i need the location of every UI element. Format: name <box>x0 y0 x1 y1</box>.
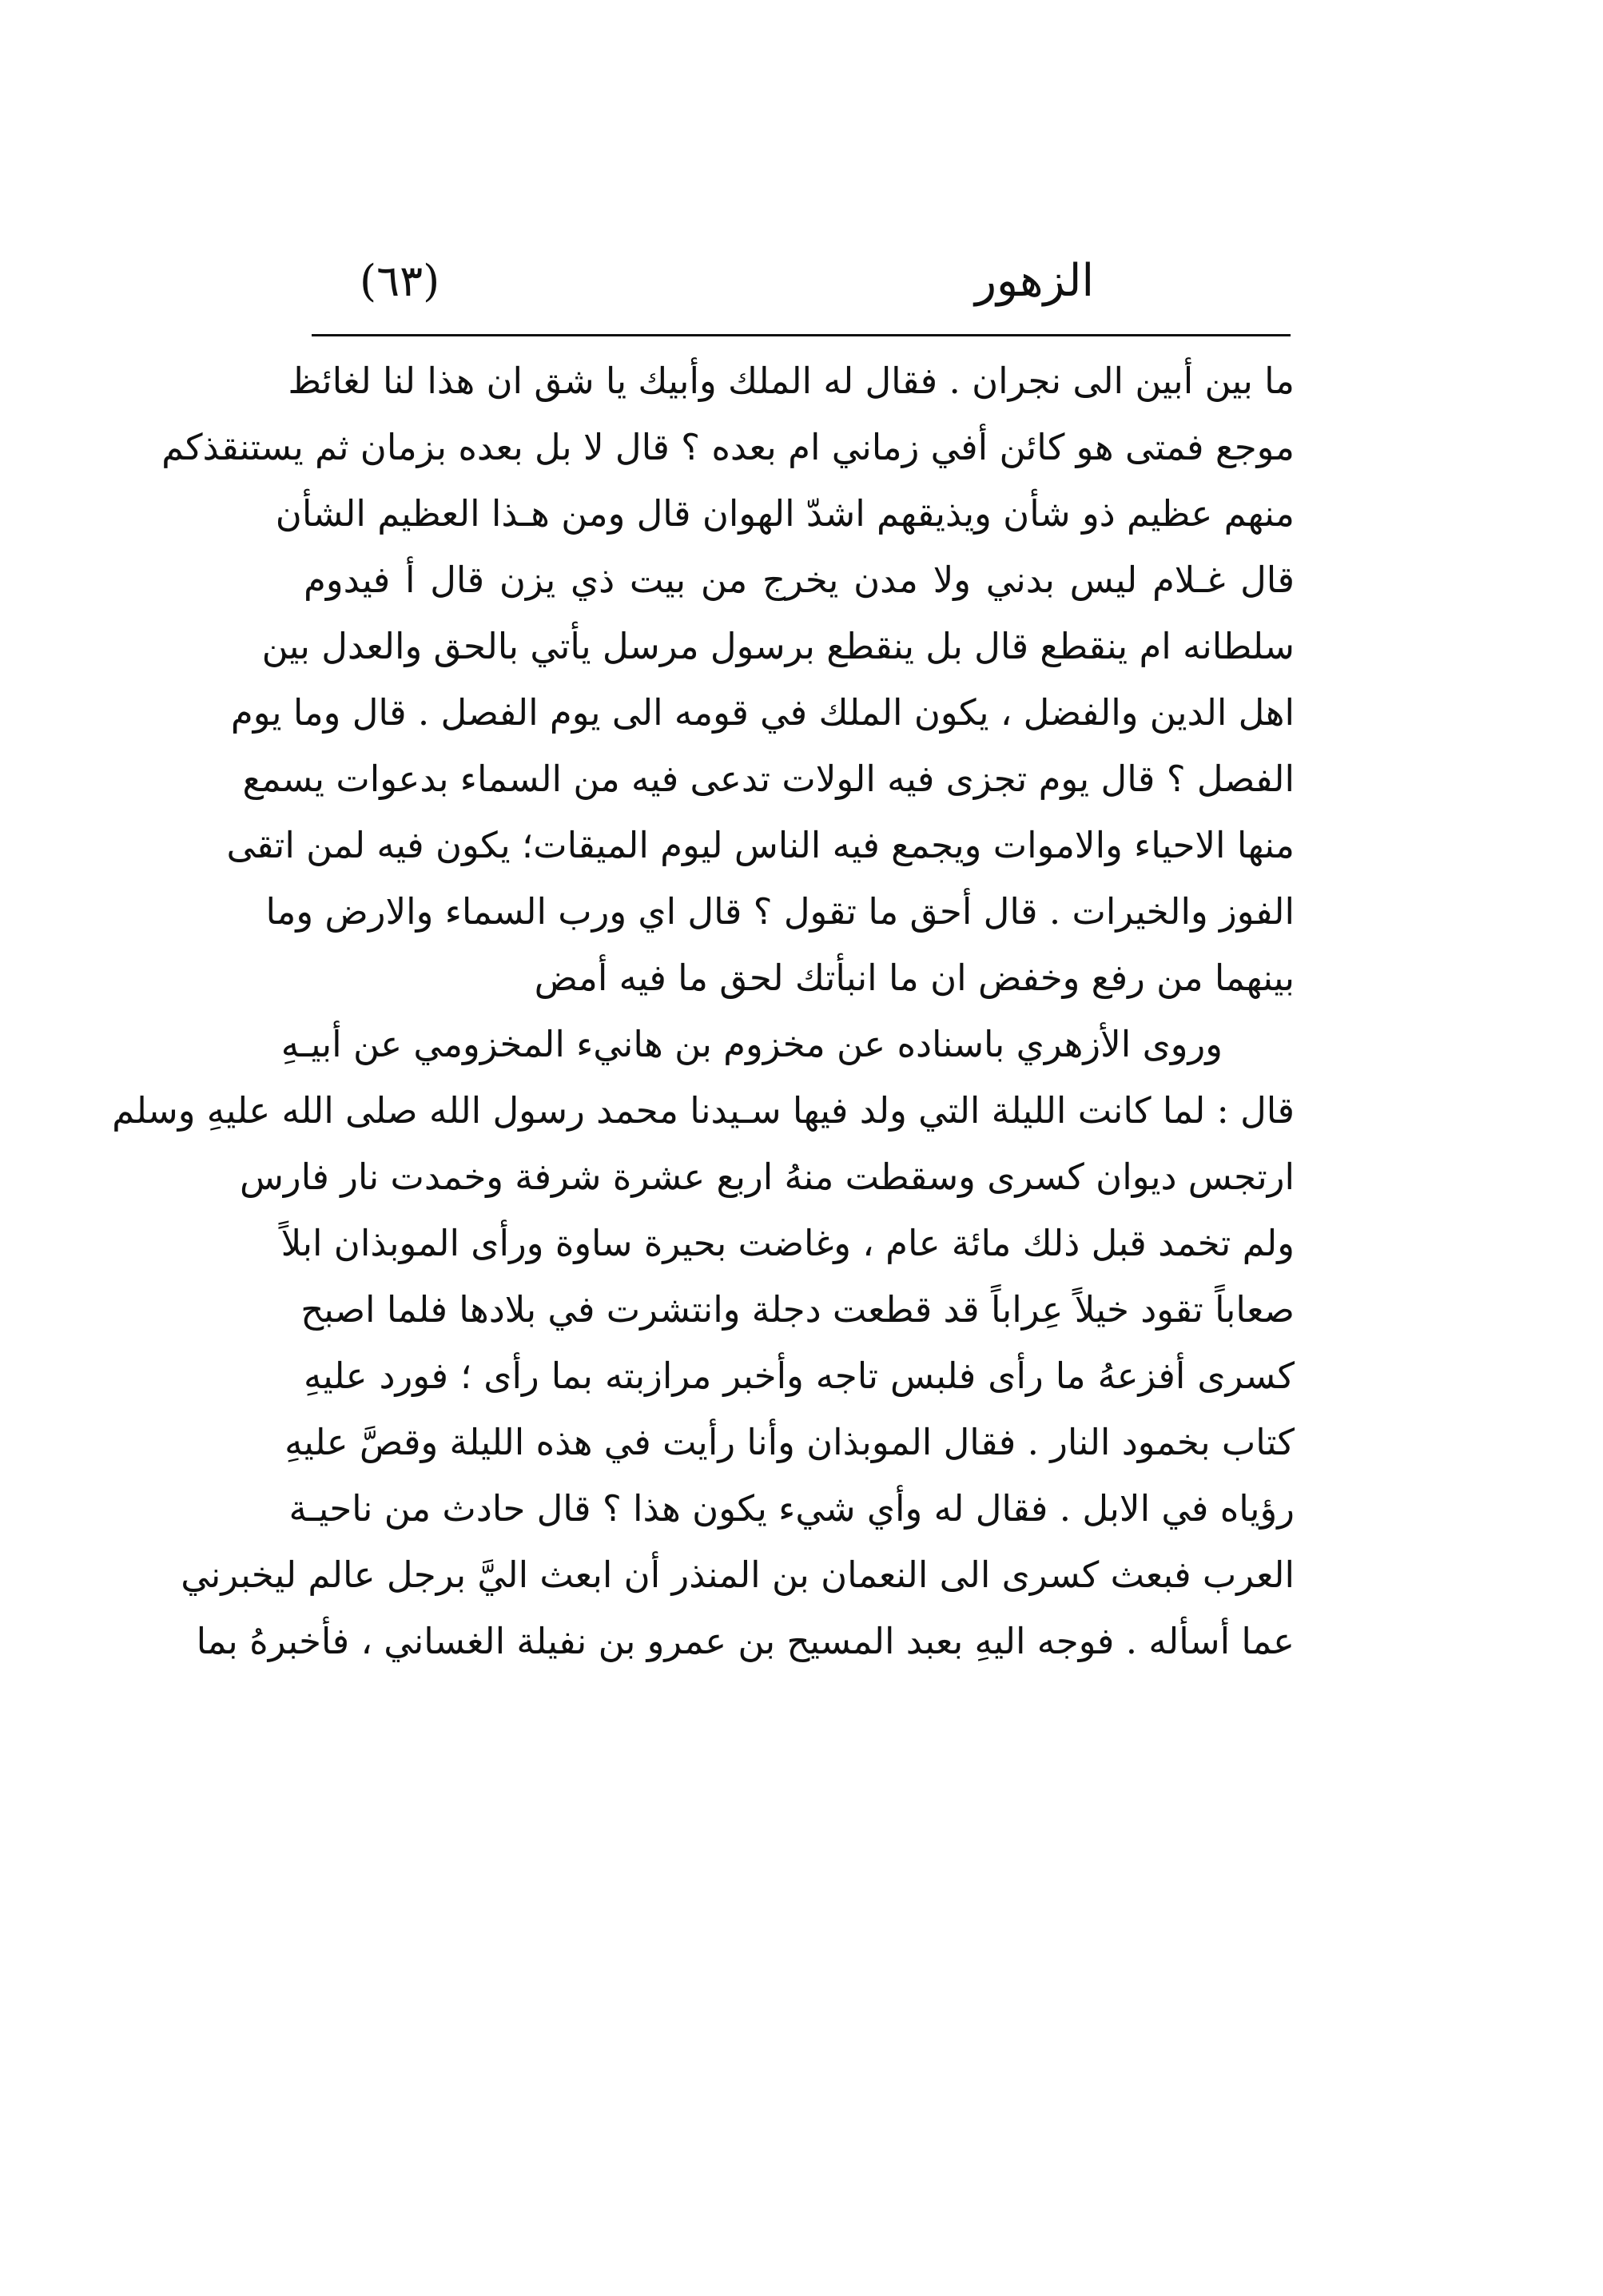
page-header <box>320 240 1291 328</box>
text-line: رؤياه في الابل . فقال له وأي شيء يكون هذا ؟ قال حادث من ناحيـة <box>288 1487 1295 1530</box>
text-line: منهم عظيم ذو شأن ويذيقهم اشدّ الهوان قال ومن هـذا العظيم الشأن <box>275 492 1295 535</box>
text-line: سلطانه ام ينقطع قال بل ينقطع برسول مرسل يأتي بالحق والعدل بين <box>261 625 1295 667</box>
text-line: ارتجس ديوان كسرى وسقطت منهُ اربع عشرة شرفة وخمدت نار فارس <box>240 1156 1295 1198</box>
paragraph-start-line: وروى الأزهري باسناده عن مخزوم بن هانيء المخزومي عن أبيـهِ <box>280 1023 1223 1065</box>
text-line: منها الاحياء والاموات ويجمع فيه الناس ليوم الميقات؛ يكون فيه لمن اتقى <box>226 824 1295 866</box>
text-line: كتاب بخمود النار . فقال الموبذان وأنا رأيت في هذه الليلة وقصَّ عليهِ <box>284 1421 1295 1463</box>
header-rule <box>312 334 1291 336</box>
text-line: ولم تخمد قبل ذلك مائة عام ، وغاضت بحيرة ساوة ورأى الموبذان ابلاً <box>280 1222 1295 1264</box>
text-line: موجع فمتى هو كائن أفي زماني ام بعده ؟ قال لا بل بعده بزمان ثم يستنقذكم <box>161 426 1295 468</box>
text-line: ما بين أبين الى نجران . فقال له الملك وأبيك يا شق ان هذا لنا لغائظ <box>288 360 1295 402</box>
body-text <box>112 348 1295 1674</box>
running-title: الزهور <box>975 255 1095 307</box>
text-line: الفوز والخيرات . قال أحق ما تقول ؟ قال اي ورب السماء والارض وما <box>265 890 1295 933</box>
paragraph-end-line: بينهما من رفع وخفض ان ما انبأتك لحق ما فيه أمض <box>534 957 1295 999</box>
text-line: قال : لما كانت الليلة التي ولد فيها سـيدنا محمد رسول الله صلى الله عليهِ وسلم <box>112 1089 1295 1132</box>
text-line: العرب فبعث كسرى الى النعمان بن المنذر أن ابعث اليَّ برجل عالم ليخبرني <box>181 1554 1295 1596</box>
text-line: صعاباً تقود خيلاً عِراباً قد قطعت دجلة وانتشرت في بلادها فلما اصبح <box>300 1288 1295 1331</box>
text-line: اهل الدين والفضل ، يكون الملك في قومه الى يوم الفصل . قال وما يوم <box>230 691 1295 734</box>
text-line: قال غـلام ليس بدني ولا مدن يخرج من بيت ذي يزن قال أ فيدوم <box>304 559 1295 601</box>
text-line: كسرى أفزعهُ ما رأى فلبس تاجه وأخبر مرازبته بما رأى ؛ فورد عليهِ <box>304 1355 1295 1397</box>
text-line: عما أسأله . فوجه اليهِ بعبد المسيح بن عمرو بن نفيلة الغساني ، فأخبرهُ بما <box>196 1620 1295 1662</box>
page-number: (٦٣) <box>360 256 440 306</box>
text-line: الفصل ؟ قال يوم تجزى فيه الولات تدعى فيه من السماء بدعوات يسمع <box>242 758 1295 800</box>
